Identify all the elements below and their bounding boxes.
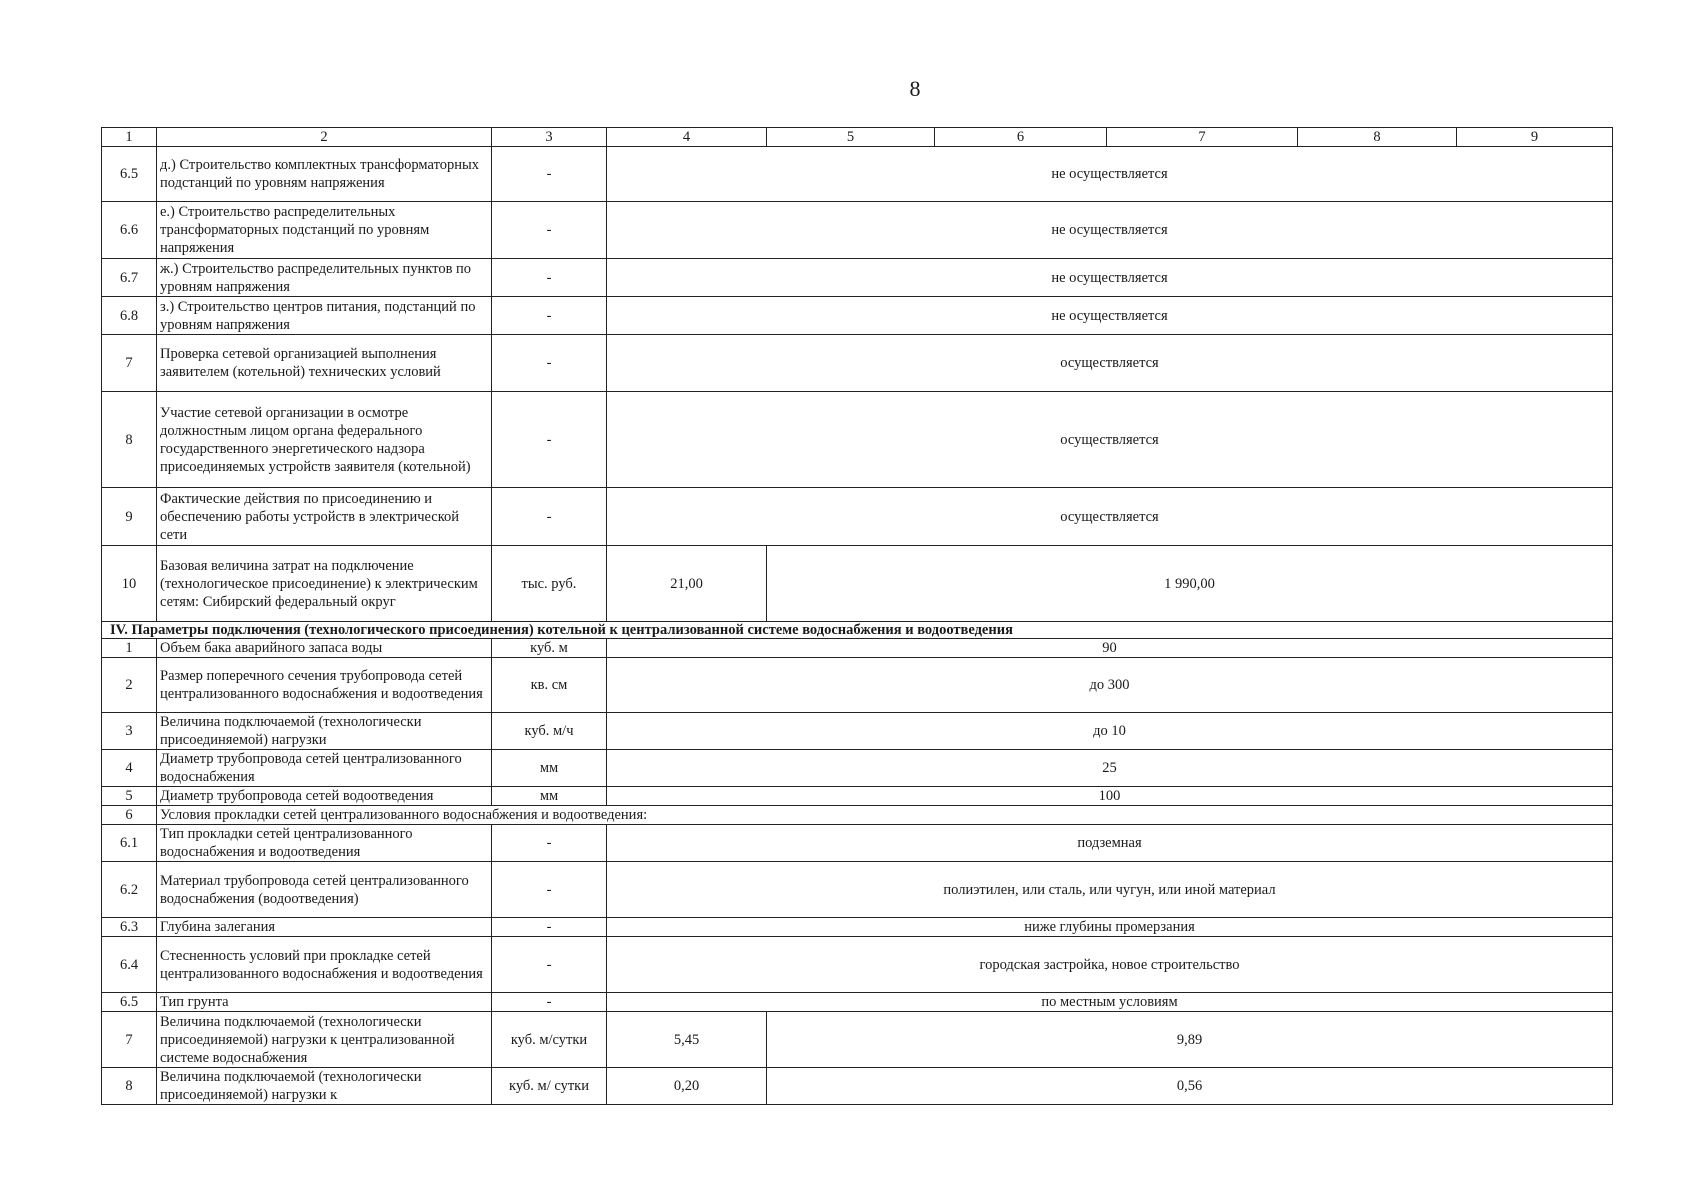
row-value: ниже глубины промерзания [607, 918, 1613, 937]
row-unit: - [492, 392, 607, 488]
row-description: е.) Строительство распределительных трансформаторных подстанций по уровням напряжения [157, 202, 492, 259]
row-unit: куб. м/ сутки [492, 1068, 607, 1105]
row-value: осуществляется [607, 488, 1613, 546]
row-number: 4 [102, 750, 157, 787]
row-number: 6.2 [102, 862, 157, 918]
row-description: Объем бака аварийного запаса воды [157, 639, 492, 658]
row-value: 1 990,00 [767, 546, 1613, 622]
table-row [102, 806, 1613, 825]
row-value: по местным условиям [607, 993, 1613, 1012]
row-value: осуществляется [607, 335, 1613, 392]
row-description: Тип грунта [157, 993, 492, 1012]
column-number: 1 [102, 128, 157, 147]
row-number: 3 [102, 713, 157, 750]
row-unit: куб. м/ч [492, 713, 607, 750]
row-unit: куб. м/сутки [492, 1012, 607, 1068]
row-value: не осуществляется [607, 259, 1613, 297]
row-number: 2 [102, 658, 157, 713]
row-unit: тыс. руб. [492, 546, 607, 622]
column-number: 9 [1457, 128, 1613, 147]
row-unit: - [492, 259, 607, 297]
column-number: 7 [1107, 128, 1298, 147]
row-value: не осуществляется [607, 202, 1613, 259]
row-value: 25 [607, 750, 1613, 787]
table-row [102, 1012, 1613, 1068]
row-value: 100 [607, 787, 1613, 806]
row-value: осуществляется [607, 392, 1613, 488]
row-unit: - [492, 335, 607, 392]
row-description: Диаметр трубопровода сетей водоотведения [157, 787, 492, 806]
column-number-row [102, 128, 1613, 147]
row-unit: - [492, 862, 607, 918]
row-number: 8 [102, 1068, 157, 1105]
row-number: 5 [102, 787, 157, 806]
table-row [102, 297, 1613, 335]
row-value: городская застройка, новое строительство [607, 937, 1613, 993]
row-number: 7 [102, 1012, 157, 1068]
table-row [102, 147, 1613, 202]
row-unit: - [492, 297, 607, 335]
row-number: 10 [102, 546, 157, 622]
row-value: полиэтилен, или сталь, или чугун, или иной материал [607, 862, 1613, 918]
row-unit: - [492, 147, 607, 202]
row-number: 8 [102, 392, 157, 488]
column-number: 6 [935, 128, 1107, 147]
row-unit: - [492, 202, 607, 259]
table-row [102, 202, 1613, 259]
row-value: 90 [607, 639, 1613, 658]
table-row [102, 335, 1613, 392]
table-row [102, 825, 1613, 862]
section-header [102, 622, 1613, 639]
row-number: 6.3 [102, 918, 157, 937]
table-row [102, 392, 1613, 488]
row-unit: - [492, 993, 607, 1012]
row-unit: кв. см [492, 658, 607, 713]
column-number: 4 [607, 128, 767, 147]
section-title: IV. Параметры подключения (технологического присоединения) котельной к централизованной системе водоснабжения и водоотведения [102, 622, 1613, 639]
row-description: Величина подключаемой (технологически присоединяемой) нагрузки [157, 713, 492, 750]
row-description: д.) Строительство комплектных трансформаторных подстанций по уровням напряжения [157, 147, 492, 202]
table-row [102, 488, 1613, 546]
row-unit: - [492, 918, 607, 937]
row-value: 9,89 [767, 1012, 1613, 1068]
row-value-col4: 5,45 [607, 1012, 767, 1068]
table-row [102, 1068, 1613, 1105]
table-row [102, 993, 1613, 1012]
row-unit: куб. м [492, 639, 607, 658]
row-number: 1 [102, 639, 157, 658]
row-number: 6.6 [102, 202, 157, 259]
row-unit: мм [492, 787, 607, 806]
row-unit: - [492, 488, 607, 546]
page-number: 8 [909, 76, 921, 101]
table-row [102, 713, 1613, 750]
row-description: Тип прокладки сетей централизованного водоснабжения и водоотведения [157, 825, 492, 862]
row-value: подземная [607, 825, 1613, 862]
column-number: 3 [492, 128, 607, 147]
row-description: Условия прокладки сетей централизованного водоснабжения и водоотведения: [157, 806, 1613, 825]
row-number: 6.4 [102, 937, 157, 993]
row-value-col4: 0,20 [607, 1068, 767, 1105]
table-row [102, 546, 1613, 622]
row-number: 9 [102, 488, 157, 546]
row-unit: - [492, 937, 607, 993]
row-description: Фактические действия по присоединению и обеспечению работы устройств в электрической сети [157, 488, 492, 546]
column-number: 2 [157, 128, 492, 147]
row-unit: - [492, 825, 607, 862]
row-description: Величина подключаемой (технологически присоединяемой) нагрузки к [157, 1068, 492, 1105]
row-value: до 300 [607, 658, 1613, 713]
row-description: Базовая величина затрат на подключение (технологическое присоединение) к электрическим сетям: Сибирский федеральный округ [157, 546, 492, 622]
row-description: Величина подключаемой (технологически присоединяемой) нагрузки к централизованной системе водоснабжения [157, 1012, 492, 1068]
table-row [102, 658, 1613, 713]
row-unit: мм [492, 750, 607, 787]
table-row [102, 787, 1613, 806]
row-value: до 10 [607, 713, 1613, 750]
table-row [102, 918, 1613, 937]
row-number: 6.5 [102, 993, 157, 1012]
row-description: Глубина залегания [157, 918, 492, 937]
row-number: 7 [102, 335, 157, 392]
table-row [102, 259, 1613, 297]
row-number: 6.1 [102, 825, 157, 862]
row-description: ж.) Строительство распределительных пунктов по уровням напряжения [157, 259, 492, 297]
row-value: 0,56 [767, 1068, 1613, 1105]
row-value: не осуществляется [607, 297, 1613, 335]
column-number: 8 [1298, 128, 1457, 147]
row-number: 6.5 [102, 147, 157, 202]
table-row [102, 862, 1613, 918]
row-number: 6.8 [102, 297, 157, 335]
row-description: Материал трубопровода сетей централизованного водоснабжения (водоотведения) [157, 862, 492, 918]
table-row [102, 639, 1613, 658]
row-description: Участие сетевой организации в осмотре должностным лицом органа федерального государственного энергетического надзора присоединяемых устройств заявителя (котельной) [157, 392, 492, 488]
column-number: 5 [767, 128, 935, 147]
parameters-table [101, 127, 1613, 1105]
row-description: Диаметр трубопровода сетей централизованного водоснабжения [157, 750, 492, 787]
row-description: Стесненность условий при прокладке сетей централизованного водоснабжения и водоотведения [157, 937, 492, 993]
row-value: не осуществляется [607, 147, 1613, 202]
row-description: Размер поперечного сечения трубопровода сетей централизованного водоснабжения и водоотведения [157, 658, 492, 713]
row-value-col4: 21,00 [607, 546, 767, 622]
table-row [102, 937, 1613, 993]
row-description: з.) Строительство центров питания, подстанций по уровням напряжения [157, 297, 492, 335]
table-row [102, 750, 1613, 787]
row-description: Проверка сетевой организацией выполнения заявителем (котельной) технических условий [157, 335, 492, 392]
row-number: 6.7 [102, 259, 157, 297]
row-number: 6 [102, 806, 157, 825]
